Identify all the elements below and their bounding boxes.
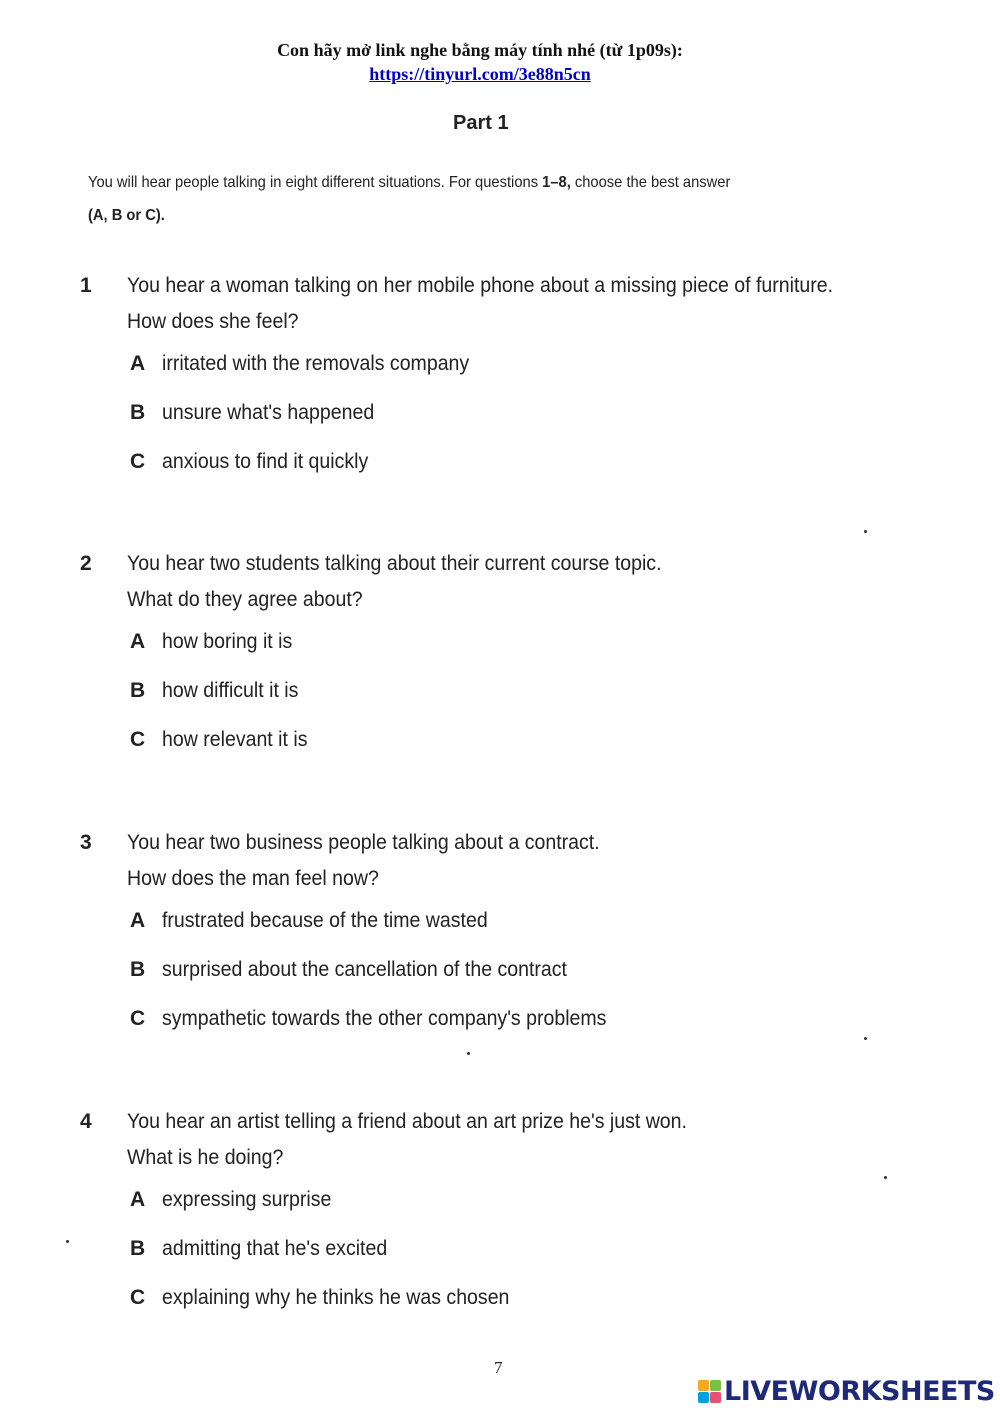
question-range: 1–8, <box>542 174 571 191</box>
scan-speck <box>864 530 867 533</box>
scan-speck <box>66 1240 69 1243</box>
question-line-1: You hear two students talking about their current course topic. <box>127 552 662 575</box>
scan-speck <box>864 1037 867 1040</box>
option-text: how boring it is <box>162 630 293 653</box>
question-number: 3 <box>80 831 92 854</box>
option-letter: B <box>130 401 146 424</box>
option-letter: A <box>130 1188 146 1211</box>
option-text: explaining why he thinks he was chosen <box>162 1286 510 1309</box>
option-letter: B <box>130 958 146 981</box>
option-letter: C <box>130 1007 146 1030</box>
option-text: anxious to find it quickly <box>162 450 369 473</box>
instructions-text-end: choose the best answer <box>570 174 731 191</box>
option-c[interactable] <box>130 450 384 474</box>
option-text: how relevant it is <box>162 728 308 751</box>
question-line-1: You hear two business people talking about a contract. <box>127 831 600 854</box>
part-title: Part 1 <box>453 112 509 134</box>
instructions <box>88 166 824 232</box>
option-c[interactable] <box>130 728 318 752</box>
option-text: admitting that he's excited <box>162 1237 388 1260</box>
question-prompt <box>127 825 600 897</box>
listening-link-note: Con hãy mở link nghe bằng máy tính nhé (từ 1p09s): <box>277 40 683 60</box>
liveworksheets-brand[interactable] <box>698 1376 995 1406</box>
option-letter: A <box>130 630 146 653</box>
instructions-text: You will hear people talking in eight different situations. For questions <box>88 174 543 191</box>
option-letter: C <box>130 728 146 751</box>
option-text: sympathetic towards the other company's problems <box>162 1007 607 1030</box>
question-line-1: You hear an artist telling a friend about an art prize he's just won. <box>127 1110 687 1133</box>
question-line-2: How does she feel? <box>127 310 299 333</box>
option-b[interactable] <box>130 401 390 425</box>
question-number: 2 <box>80 552 92 575</box>
scan-speck <box>467 1052 470 1055</box>
question-line-2: What is he doing? <box>127 1146 284 1169</box>
option-b[interactable] <box>130 1237 404 1261</box>
option-a[interactable] <box>130 1188 344 1212</box>
option-a[interactable] <box>130 909 512 933</box>
option-letter: A <box>130 909 146 932</box>
liveworksheets-logo-icon <box>698 1380 721 1403</box>
option-b[interactable] <box>130 958 597 982</box>
option-letter: B <box>130 679 146 702</box>
question-line-2: How does the man feel now? <box>127 867 379 890</box>
option-text: expressing surprise <box>162 1188 332 1211</box>
question-number: 1 <box>80 274 92 297</box>
option-a[interactable] <box>130 630 302 654</box>
question-prompt <box>127 1104 687 1176</box>
scan-speck <box>884 1176 887 1179</box>
option-text: how difficult it is <box>162 679 299 702</box>
option-c[interactable] <box>130 1007 640 1031</box>
options-hint: (A, B or C). <box>88 207 165 224</box>
question-prompt <box>127 546 662 618</box>
question-line-2: What do they agree about? <box>127 588 363 611</box>
question-prompt <box>127 268 833 340</box>
option-b[interactable] <box>130 679 309 703</box>
option-a[interactable] <box>130 352 492 376</box>
option-letter: C <box>130 450 146 473</box>
option-letter: C <box>130 1286 146 1309</box>
option-text: irritated with the removals company <box>162 352 470 375</box>
audio-link[interactable]: https://tinyurl.com/3e88n5cn <box>369 64 591 84</box>
option-text: unsure what's happened <box>162 401 375 424</box>
page-number: 7 <box>494 1358 503 1377</box>
option-text: frustrated because of the time wasted <box>162 909 488 932</box>
option-letter: A <box>130 352 146 375</box>
question-number: 4 <box>80 1110 92 1133</box>
brand-text: LIVEWORKSHEETS <box>724 1375 995 1407</box>
option-text: surprised about the cancellation of the contract <box>162 958 567 981</box>
question-line-1: You hear a woman talking on her mobile phone about a missing piece of furniture. <box>127 274 834 297</box>
option-letter: B <box>130 1237 146 1260</box>
option-c[interactable] <box>130 1286 536 1310</box>
